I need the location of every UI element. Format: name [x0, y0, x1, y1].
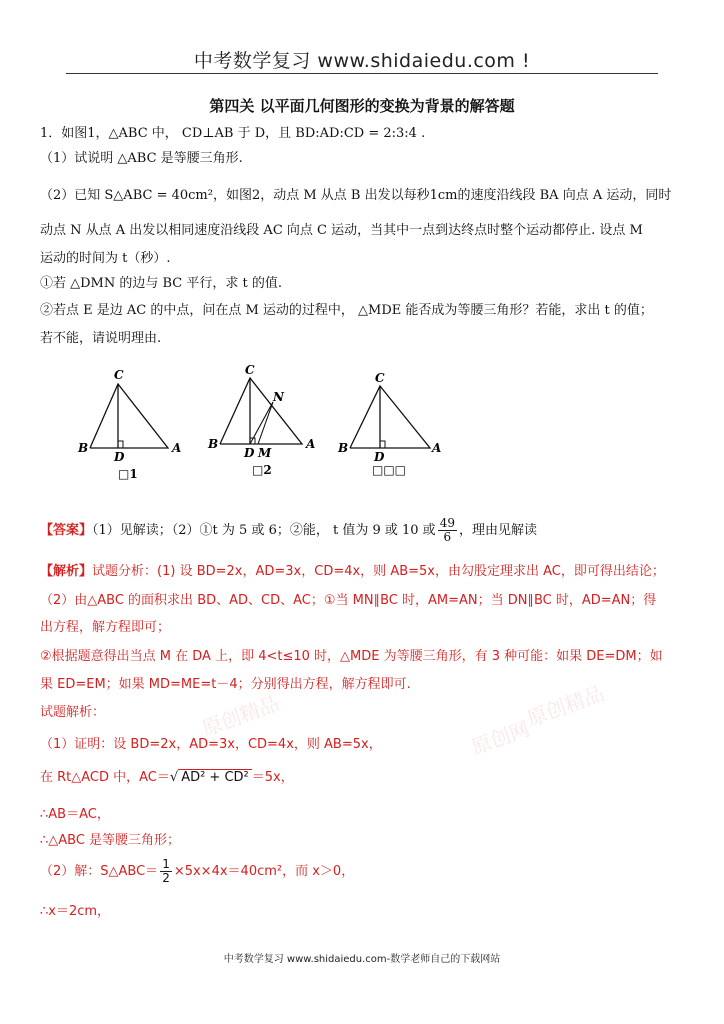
- page-header: 中考数学复习 www.shidaiedu.com !: [193, 50, 531, 72]
- section-title: 第四关 以平面几何图形的变换为背景的解答题: [209, 97, 515, 115]
- label-a: A: [172, 441, 182, 455]
- problem-line-8: 若不能，请说明理由.: [40, 331, 162, 346]
- problem-line-4: 动点 N 从点 A 出发以相同速度沿线段 AC 向点 C 运动，当其中一点到达终点时整个运动都停止. 设点 M: [40, 223, 643, 238]
- answer-tag: 【答案】: [40, 523, 93, 538]
- solution-line-1: （1）证明：设 BD=2x，AD=3x，CD=4x，则 AB=5x，: [40, 737, 382, 752]
- answer-line: [40, 517, 537, 544]
- half-fraction: [160, 858, 172, 885]
- label-d: D: [244, 446, 255, 460]
- problem-line-1: 1．如图1，△ABC 中， CD⊥AB 于 D，且 BD:AD:CD = 2:3:4 .: [40, 126, 426, 141]
- sqrt-expression: AD² + CD²: [178, 769, 252, 785]
- fraction-denominator: 6: [443, 530, 452, 544]
- label-a: A: [306, 437, 316, 451]
- problem-line-3: （2）已知 S△ABC = 40cm²，如图2，动点 M 从点 B 出发以每秒1cm的速度沿线段 BA 向点 A 运动，同时: [40, 188, 672, 203]
- watermark: 原创精品: [198, 690, 283, 741]
- triangle-abc: [90, 384, 168, 448]
- solution-line-2: 在 Rt△ACD 中，AC＝√ AD² + CD² ＝5x，: [40, 770, 294, 785]
- label-n: N: [273, 390, 284, 404]
- label-c: C: [375, 371, 385, 385]
- watermark: 原创网: [468, 716, 533, 760]
- fraction-numerator: 49: [439, 516, 455, 530]
- triangle-abc: [350, 386, 430, 448]
- analysis-line-2: （2）由△ABC 的面积求出 BD、AD、CD、AC；①当 MN∥BC 时，AM=AN；当 DN∥BC 时，AD=AN；得: [40, 593, 657, 608]
- figure-2: [207, 363, 315, 477]
- analysis-tag: 【解析】: [40, 564, 93, 579]
- figure-3-caption: □□□: [372, 463, 407, 477]
- analysis-line-1: [40, 560, 665, 579]
- analysis-line-4: ②根据题意得出当点 M 在 DA 上，即 4<t≤10 时，△MDE 为等腰三角形，有 3 种可能：如果 DE=DM；如: [40, 649, 663, 664]
- fraction-numerator: 1: [162, 857, 170, 871]
- solution-line-6: ∴x＝2cm，: [40, 904, 111, 919]
- figure-2-caption: □2: [252, 463, 272, 477]
- analysis-line-3: 出方程，解方程即可；: [40, 620, 171, 635]
- analysis-text-1: 试题分析：(1) 设 BD=2x，AD=3x，CD=4x，则 AB=5x，由勾股定理求出 AC，即可得出结论；: [92, 564, 665, 579]
- watermark: 原创精品: [523, 680, 608, 731]
- label-c: C: [245, 363, 255, 377]
- problem-line-5: 运动的时间为 t（秒）.: [40, 251, 171, 266]
- label-b: B: [78, 441, 89, 455]
- label-m: M: [258, 446, 272, 460]
- figure-3: [337, 371, 441, 477]
- label-b: B: [338, 441, 349, 455]
- solution-line-4: ∴△ABC 是等腰三角形；: [40, 833, 181, 848]
- solution-line-2-pre: 在 Rt△ACD 中，AC＝: [40, 770, 170, 785]
- problem-line-2: （1）试说明 △ABC 是等腰三角形.: [40, 151, 243, 166]
- solution-line-3: ∴AB＝AC，: [40, 807, 110, 822]
- label-c: C: [114, 368, 124, 382]
- problem-line-6: ①若 △DMN 的边与 BC 平行，求 t 的值.: [40, 276, 282, 291]
- fraction-denominator: 2: [162, 871, 170, 885]
- solution-heading: 试题解析：: [40, 705, 106, 720]
- label-d: D: [114, 450, 125, 464]
- label-b: B: [208, 437, 219, 451]
- answer-text: （1）见解读；（2）①t 为 5 或 6；②能， t 值为 9 或 10 或: [92, 523, 436, 538]
- analysis-line-5: 果 ED=EM；如果 MD=ME=t－4；分别得出方程，解方程即可.: [40, 677, 411, 692]
- segment-mn: [258, 402, 273, 444]
- right-angle-mark: [118, 441, 123, 448]
- solution-line-5: [40, 858, 354, 885]
- header-divider: [66, 73, 658, 74]
- label-a: A: [432, 441, 442, 455]
- figure-1-caption: □1: [118, 467, 138, 481]
- geometry-figures: [70, 362, 470, 486]
- label-d: D: [374, 450, 385, 464]
- solution-line-5-post: ×5x×4x＝40cm²，而 x＞0，: [173, 864, 355, 879]
- answer-fraction: [438, 517, 457, 544]
- problem-line-7: ②若点 E 是边 AC 的中点，问在点 M 运动的过程中， △MDE 能否成为等腰三角形？若能，求出 t 的值；: [40, 303, 653, 318]
- figure-1: [77, 368, 181, 481]
- answer-text-tail: ，理由见解读: [458, 523, 537, 538]
- page-footer: 中考数学复习 www.shidaiedu.com-数学老师自己的下载网站: [223, 954, 501, 965]
- solution-line-5-pre: （2）解：S△ABC＝: [40, 864, 159, 879]
- solution-line-2-post: ＝5x，: [251, 770, 294, 785]
- right-angle-mark: [380, 441, 385, 448]
